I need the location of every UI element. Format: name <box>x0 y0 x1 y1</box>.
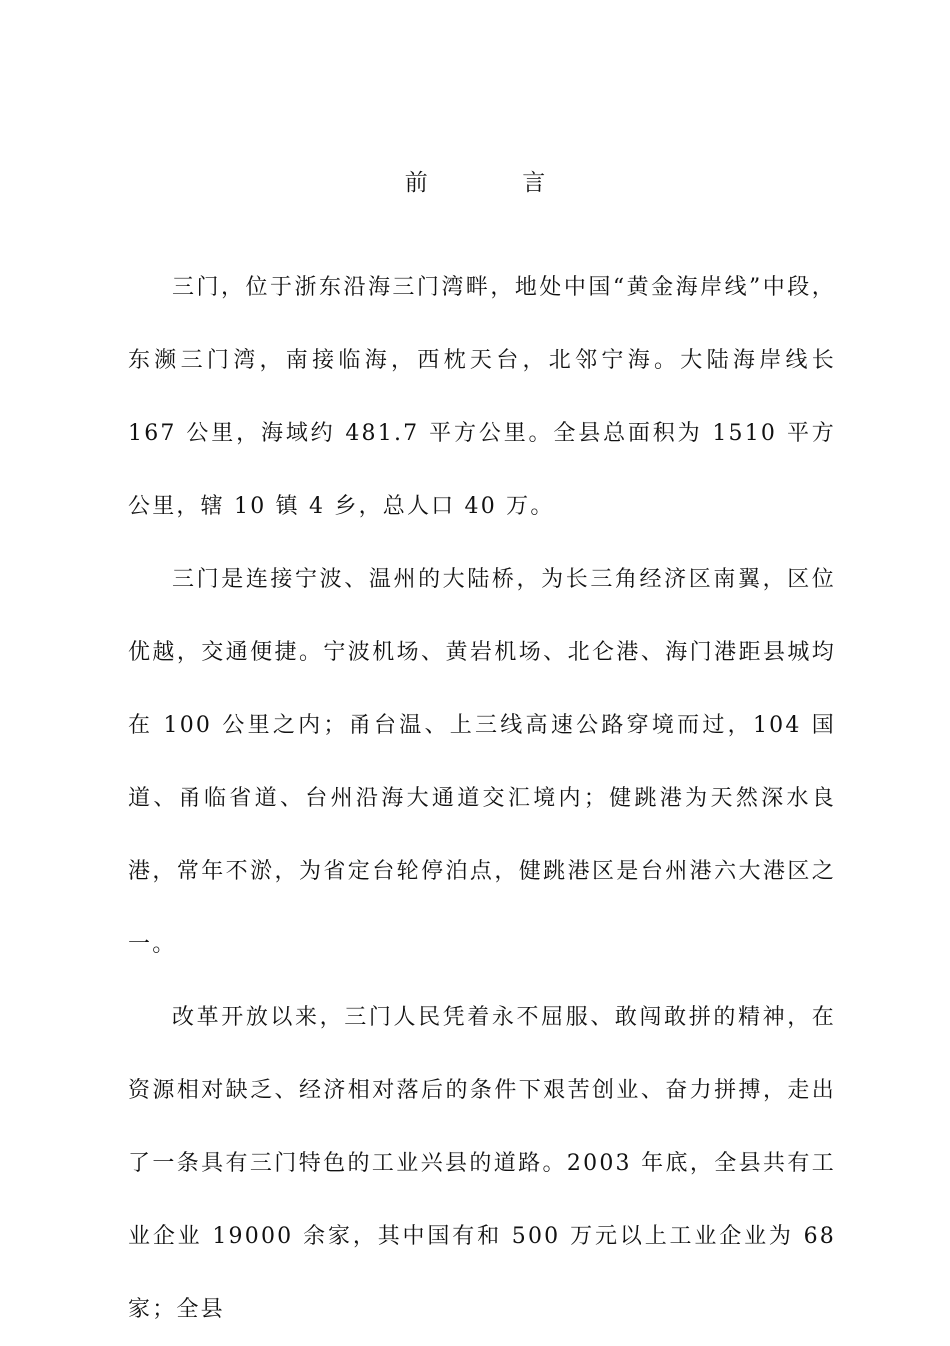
document-body <box>128 251 836 1346</box>
paragraph-industry: 改革开放以来，三门人民凭着永不屈服、敢闯敢拼的精神，在资源相对缺乏、经济相对落后的条件下艰苦创业、奋力拼搏，走出了一条具有三门特色的工业兴县的道路。2003 年底，全县共有工业企业 19000 余家，其中国有和 500 万元以上工业企业为 68 家；全县 <box>128 1005 836 1322</box>
document-title: 前 言 <box>404 170 546 196</box>
paragraph-transportation: 三门是连接宁波、温州的大陆桥，为长三角经济区南翼，区位优越，交通便捷。宁波机场、黄岩机场、北仑港、海门港距县城均在 100 公里之内；甬台温、上三线高速公路穿境而过，104 国道、甬临省道、台州沿海大通道交汇境内；健跳港为天然深水良港，常年不淤，为省定台轮停泊点，健跳港区是台州港六大港区之一。 <box>128 567 836 957</box>
paragraph-location: 三门，位于浙东沿海三门湾畔，地处中国“黄金海岸线”中段，东濒三门湾，南接临海，西枕天台，北邻宁海。大陆海岸线长 167 公里，海域约 481.7 平方公里。全县总面积为 1510 平方公里，辖 10 镇 4 乡，总人口 40 万。 <box>128 275 836 519</box>
